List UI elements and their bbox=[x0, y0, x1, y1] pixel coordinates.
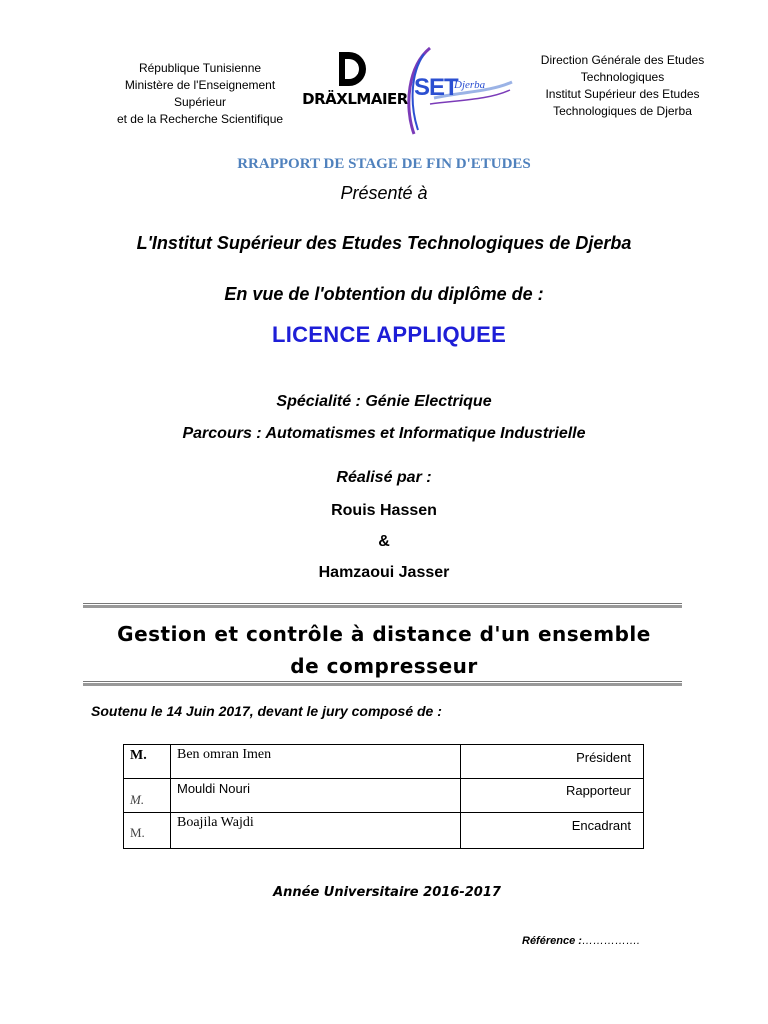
jury-role: Président bbox=[461, 745, 644, 779]
iset-djerba-logo bbox=[400, 46, 515, 138]
made-by-label: Réalisé par : bbox=[336, 469, 432, 486]
jury-role: Rapporteur bbox=[461, 779, 644, 813]
presented-to-label: Présenté à bbox=[340, 183, 428, 203]
reference-label: Référence : bbox=[522, 935, 582, 947]
table-row bbox=[124, 813, 644, 849]
reference-line bbox=[522, 935, 640, 947]
draexlmaier-wordmark: DRÄXLMAIER bbox=[302, 90, 408, 108]
header-left-line: République Tunisienne bbox=[138, 61, 262, 75]
jury-prefix: M. bbox=[124, 813, 171, 849]
header-right-line: Technologiques bbox=[580, 70, 665, 84]
table-row bbox=[124, 779, 644, 813]
header-right-line: Technologiques de Djerba bbox=[553, 104, 692, 118]
report-type-heading: RRAPPORT DE STAGE DE FIN D'ETUDES bbox=[237, 156, 531, 172]
jury-name: Boajila Wajdi bbox=[171, 813, 461, 849]
defense-statement: Soutenu le 14 Juin 2017, devant le jury composé de : bbox=[91, 703, 442, 719]
reference-value: ……………. bbox=[581, 935, 640, 947]
track-line: Parcours : Automatismes et Informatique Industrielle bbox=[182, 425, 586, 442]
header-left-line: Ministère de l'Enseignement bbox=[124, 78, 276, 92]
jury-prefix: M. bbox=[124, 779, 171, 813]
header-left-line: Supérieur bbox=[173, 95, 227, 109]
purpose-statement: En vue de l'obtention du diplôme de : bbox=[224, 284, 544, 304]
report-title-line: Gestion et contrôle à distance d'un ensemble bbox=[117, 622, 651, 646]
title-rule-bottom bbox=[83, 681, 682, 686]
jury-table bbox=[123, 744, 644, 849]
jury-name: Ben omran Imen bbox=[171, 745, 461, 779]
author-name: Rouis Hassen bbox=[331, 502, 437, 519]
jury-prefix: M. bbox=[124, 745, 171, 779]
draexlmaier-logo bbox=[300, 46, 410, 116]
academic-year: Année Universitaire 2016-2017 bbox=[273, 885, 501, 900]
header-right-line: Direction Générale des Etudes bbox=[540, 53, 705, 67]
jury-role: Encadrant bbox=[461, 813, 644, 849]
author-separator: & bbox=[378, 533, 390, 550]
report-title bbox=[90, 618, 678, 682]
speciality-line: Spécialité : Génie Electrique bbox=[276, 393, 492, 410]
jury-name: Mouldi Nouri bbox=[171, 779, 461, 813]
header-left-block bbox=[100, 60, 300, 128]
author-name: Hamzaoui Jasser bbox=[318, 564, 450, 581]
institute-name: L'Institut Supérieur des Etudes Technologiques de Djerba bbox=[136, 233, 632, 253]
header-right-line: Institut Supérieur des Etudes bbox=[545, 87, 700, 101]
iset-wordmark: SET bbox=[414, 74, 458, 101]
table-row bbox=[124, 745, 644, 779]
degree-title: LICENCE APPLIQUEE bbox=[271, 322, 507, 347]
title-rule-top bbox=[83, 603, 682, 608]
report-title-line: de compresseur bbox=[290, 654, 478, 678]
header-right-block bbox=[525, 52, 720, 120]
iset-djerba-text: Djerba bbox=[454, 79, 486, 91]
header-left-line: et de la Recherche Scientifique bbox=[116, 112, 284, 126]
